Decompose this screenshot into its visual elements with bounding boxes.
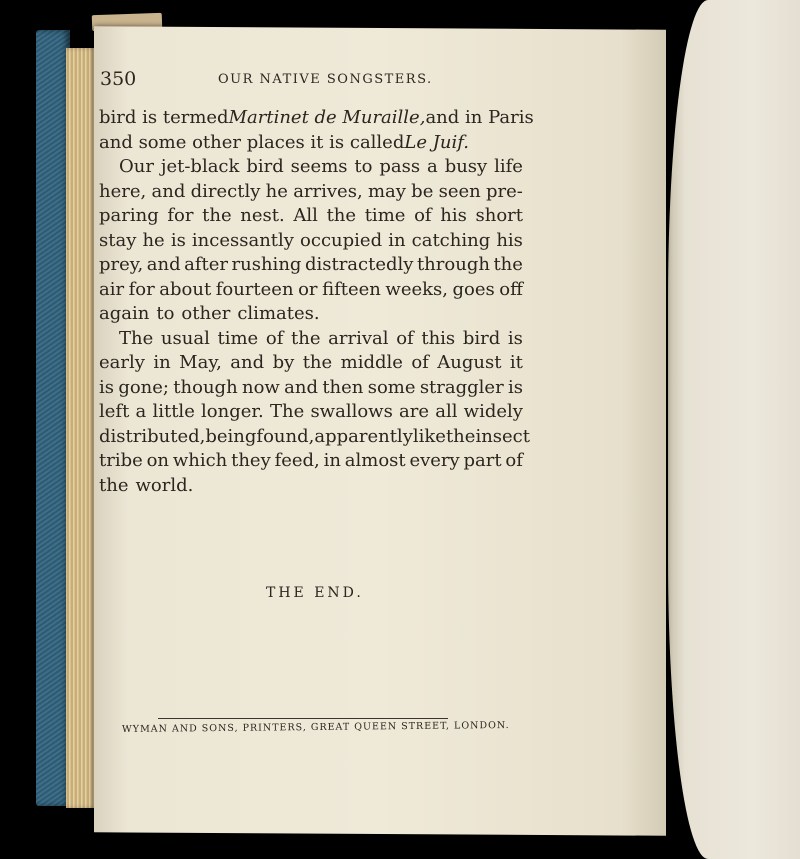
word: of xyxy=(396,327,414,349)
word: may xyxy=(367,180,406,202)
word: weeks, xyxy=(385,278,448,300)
word: paring xyxy=(99,205,159,226)
text-line xyxy=(99,131,523,156)
word: seems xyxy=(290,156,348,177)
word: incessantly xyxy=(191,229,294,251)
word: stay xyxy=(99,229,137,251)
word: the xyxy=(99,474,129,496)
word: other xyxy=(181,303,231,324)
word: usual xyxy=(160,327,210,349)
printer-imprint: WYMAN AND SONS, PRINTERS, GREAT QUEEN STREET, LONDON. xyxy=(121,719,510,736)
word: being xyxy=(205,425,257,447)
word: goes xyxy=(452,278,495,300)
word: off xyxy=(499,278,523,300)
word: is xyxy=(507,327,523,349)
word: through xyxy=(416,254,490,275)
text-line xyxy=(99,278,523,303)
book-spine xyxy=(36,30,70,806)
word: his xyxy=(440,205,467,226)
word: catching xyxy=(411,229,491,251)
word: is xyxy=(508,376,523,398)
word: though xyxy=(173,376,238,398)
word: a xyxy=(427,156,438,177)
word: to xyxy=(354,156,373,177)
word: about xyxy=(159,278,212,300)
word: jet-black xyxy=(160,156,240,177)
italic-term: Martinet de Muraille, xyxy=(228,107,426,128)
word: for xyxy=(128,278,155,300)
text-line xyxy=(99,351,523,376)
the-end-heading: THE END. xyxy=(266,585,364,601)
word: feed, xyxy=(274,450,320,471)
page-header xyxy=(100,68,530,94)
word: like xyxy=(412,425,446,447)
word: the xyxy=(445,425,476,447)
text-fragment: and some other places it is called xyxy=(99,131,405,153)
body-text xyxy=(99,106,534,498)
word: bird xyxy=(246,156,284,177)
word: widely xyxy=(463,401,523,422)
word: rushing xyxy=(231,254,302,275)
text-line xyxy=(99,376,523,401)
page-number: 350 xyxy=(100,68,137,90)
word: longer. xyxy=(201,401,264,422)
word: a xyxy=(135,401,147,422)
word: August xyxy=(437,352,502,373)
word: All xyxy=(293,205,318,226)
word: fifteen xyxy=(322,278,381,300)
word: is xyxy=(99,376,114,398)
word: for xyxy=(167,205,194,226)
word: air xyxy=(99,278,125,300)
word: tribe xyxy=(99,450,143,471)
word: are xyxy=(399,401,430,422)
word: the xyxy=(326,205,357,226)
text-line xyxy=(99,425,530,450)
word: life xyxy=(494,156,523,177)
word: arrival xyxy=(328,327,389,349)
word: prey, xyxy=(99,254,144,275)
word: pass xyxy=(379,156,421,177)
text-fragment: and in Paris xyxy=(425,107,534,128)
word: the xyxy=(291,327,321,349)
word: time xyxy=(364,205,406,226)
divider-rule xyxy=(158,718,448,719)
word: pre- xyxy=(486,180,523,202)
word: distractedly xyxy=(304,254,414,275)
word: be xyxy=(411,180,434,202)
word: middle xyxy=(340,352,403,373)
running-head: OUR NATIVE SONGSTERS. xyxy=(218,72,433,87)
word: arrives, xyxy=(293,180,363,202)
text-line xyxy=(99,180,523,205)
word: climates. xyxy=(237,303,320,324)
word: straggler xyxy=(419,376,504,398)
word: his xyxy=(496,229,523,251)
italic-term: Le Juif. xyxy=(404,131,469,153)
word: or xyxy=(298,278,318,300)
word: almost xyxy=(344,450,406,471)
text-line xyxy=(99,229,523,254)
word: of xyxy=(411,352,429,373)
word: after xyxy=(184,254,229,275)
word: left xyxy=(99,401,130,422)
word: and xyxy=(151,180,186,202)
word: then xyxy=(322,376,364,398)
word: Our xyxy=(119,156,154,177)
text-line xyxy=(99,474,523,499)
word: The xyxy=(269,401,305,422)
text-line xyxy=(99,253,523,278)
word: here, xyxy=(99,180,147,202)
word: of xyxy=(505,450,523,471)
word: which xyxy=(172,450,228,471)
text-line xyxy=(99,106,534,131)
word: busy xyxy=(444,156,488,177)
word: little xyxy=(152,401,195,422)
word: the xyxy=(202,205,232,226)
word: by xyxy=(272,352,295,373)
word: bird xyxy=(462,327,501,349)
word: of xyxy=(265,327,284,349)
text-line xyxy=(99,155,523,180)
word: the xyxy=(493,254,523,275)
word: part xyxy=(463,450,502,471)
word: again xyxy=(99,303,150,324)
word: The xyxy=(119,327,154,349)
word: it xyxy=(509,352,523,373)
text-line xyxy=(99,327,523,352)
word: the xyxy=(302,352,333,373)
word: they xyxy=(231,450,271,471)
word: short xyxy=(475,205,523,226)
word: is xyxy=(170,229,186,251)
word: on xyxy=(146,450,170,471)
word: occupied xyxy=(300,229,383,251)
word: apparently xyxy=(314,425,413,447)
word: swallows xyxy=(310,401,393,422)
word: in xyxy=(323,450,341,471)
word: every xyxy=(409,450,460,471)
word: and xyxy=(230,352,265,373)
text-fragment: bird is termed xyxy=(99,107,229,128)
word: now xyxy=(241,376,280,398)
word: in xyxy=(153,352,171,373)
word: directly xyxy=(190,180,261,202)
word: found, xyxy=(256,425,315,447)
word: of xyxy=(414,205,432,226)
word: and xyxy=(284,376,318,398)
facing-page xyxy=(668,0,800,859)
word: nest. xyxy=(240,205,285,226)
word: fourteen xyxy=(215,278,294,300)
word: seen xyxy=(438,180,481,202)
text-line xyxy=(99,400,523,425)
word: some xyxy=(367,376,416,398)
word: all xyxy=(435,401,458,422)
word: world. xyxy=(135,474,194,496)
text-line xyxy=(99,302,523,327)
word: he xyxy=(142,229,165,251)
word: distributed, xyxy=(99,425,206,447)
word: early xyxy=(99,352,145,373)
text-line xyxy=(99,204,523,229)
word: gone; xyxy=(118,376,169,398)
text-line xyxy=(99,449,523,474)
word: and xyxy=(146,254,181,275)
word: in xyxy=(388,229,406,251)
word: May, xyxy=(179,352,222,373)
word: to xyxy=(156,303,175,324)
word: insect xyxy=(475,425,530,447)
word: time xyxy=(217,327,259,349)
word: he xyxy=(265,180,288,202)
word: this xyxy=(421,327,456,349)
